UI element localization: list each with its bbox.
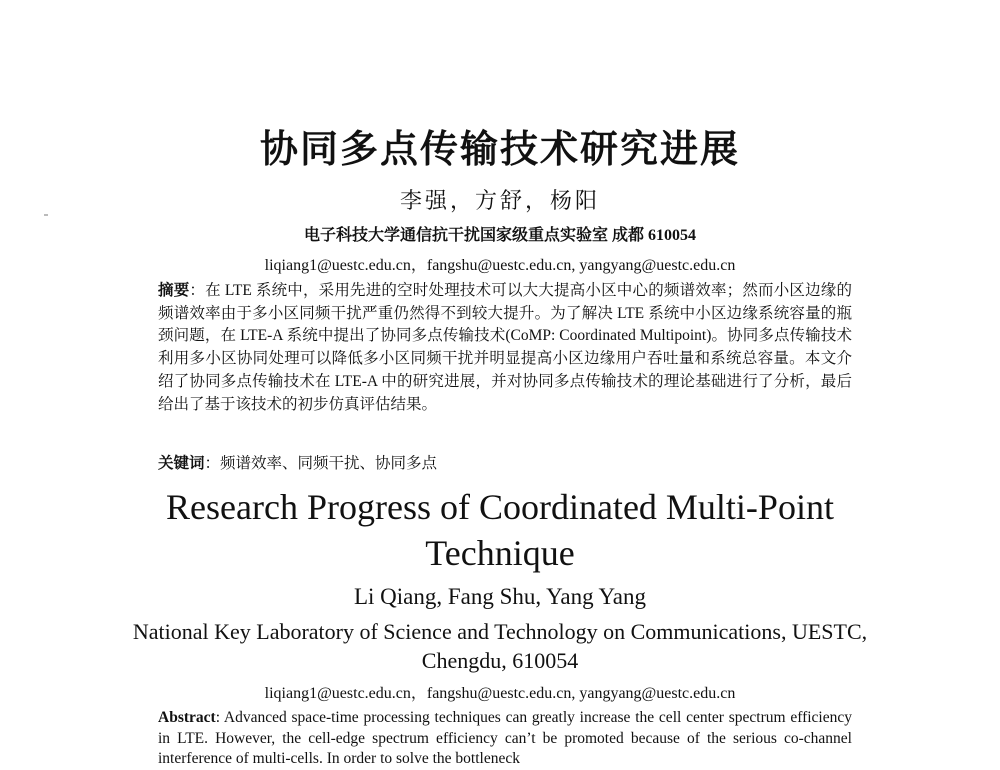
english-title: Research Progress of Coordinated Multi-Point Technique [166, 487, 834, 573]
chinese-affiliation: 电子科技大学通信抗干扰国家级重点实验室 成都 610054 [303, 227, 696, 244]
chinese-emails: liqiang1@uestc.edu.cn，fangshu@uestc.edu.cn, yangyang@uestc.edu.cn [264, 257, 736, 274]
english-affiliation: National Key Laboratory of Science and Technology on Communications, UESTC, Chengdu, 610054 [132, 619, 868, 673]
english-authors: Li Qiang, Fang Shu, Yang Yang [353, 584, 646, 609]
chinese-keywords [158, 451, 852, 473]
english-abstract-text: : Advanced space-time processing techniques can greatly increase the cell center spectrum efficiency in LTE. However, the cell-edge spectrum efficiency can’t be promoted because of the serious co-channel interference of multi-cells. In order to solve the bottleneck [158, 709, 852, 767]
english-abstract-label: Abstract [158, 709, 216, 726]
chinese-abstract-text: ：在 LTE 系统中，采用先进的空时处理技术可以大大提高小区中心的频谱效率；然而小区边缘的频谱效率由于多小区同频干扰严重仍然得不到较大提升。为了解决 LTE 系统中小区边缘系统容量的瓶颈问题，在 LTE-A 系统中提出了协同多点传输技术(CoMP: Coordinated Multipoint)。协同多点传输技术利用多小区协同处理可以降低多小区同频干扰并明显提高小区边缘用户吞吐量和系统总容量。本文介绍了协同多点传输技术在 LTE-A 中的研究进展，并对协同多点传输技术的理论基础进行了分析，最后给出了基于该技术的初步仿真评估结果。 [158, 282, 852, 413]
chinese-authors: 李强，方舒，杨阳 [399, 188, 600, 213]
chinese-title: 协同多点传输技术研究进展 [259, 127, 740, 171]
english-emails: liqiang1@uestc.edu.cn，fangshu@uestc.edu.cn, yangyang@uestc.edu.cn [264, 685, 736, 702]
chinese-abstract [158, 280, 852, 416]
chinese-keywords-label: 关键词 [158, 455, 205, 472]
english-abstract [158, 708, 852, 770]
chinese-keywords-text: ：频谱效率、同频干扰、协同多点 [204, 455, 438, 472]
chinese-abstract-label: 摘要 [158, 282, 190, 299]
